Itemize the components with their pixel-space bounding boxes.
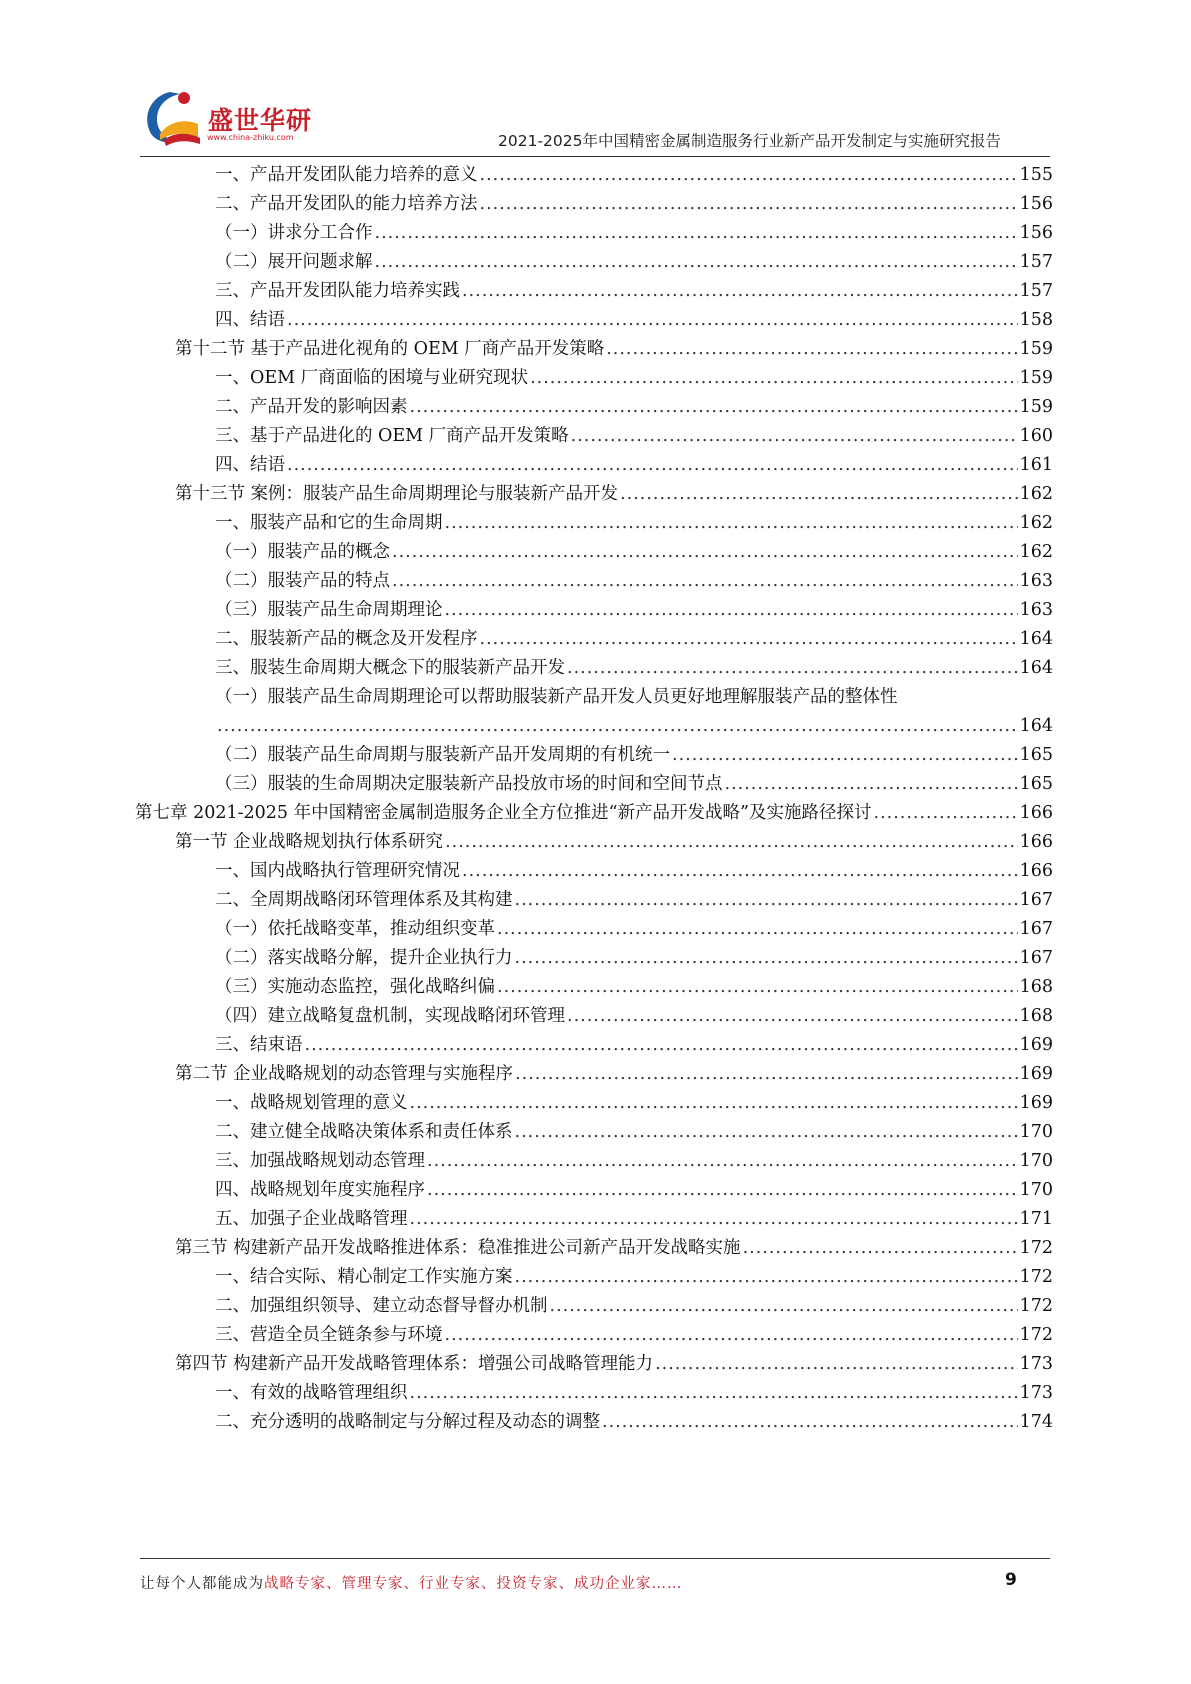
- toc-entry[interactable]: [215, 247, 1053, 278]
- toc-entry-title: （三）服装的生命周期决定服装新产品投放市场的时间和空间节点: [215, 774, 723, 794]
- toc-entry-page: 166: [1019, 803, 1053, 823]
- toc-entry-title: 五、加强子企业战略管理: [215, 1209, 408, 1229]
- toc-leader-dots: [427, 1175, 1018, 1206]
- toc-entry-title: （二）落实战略分解，提升企业执行力: [215, 948, 513, 968]
- toc-entry-title: 三、营造全员全链条参与环境: [215, 1325, 443, 1345]
- toc-leader-dots: [445, 827, 1018, 858]
- toc-entry[interactable]: [175, 1349, 1053, 1380]
- toc-entry[interactable]: [215, 1175, 1053, 1206]
- toc-entry[interactable]: [215, 1262, 1053, 1293]
- toc-entry-title: 第十三节 案例：服装产品生命周期理论与服装新产品开发: [175, 484, 619, 504]
- toc-leader-dots: [571, 421, 1018, 452]
- toc-entry-title: 三、加强战略规划动态管理: [215, 1151, 425, 1171]
- toc-entry-page: 170: [1019, 1122, 1053, 1142]
- toc-entry-title: 二、加强组织领导、建立动态督导督办机制: [215, 1296, 548, 1316]
- logo-name: 盛世华研: [208, 106, 313, 135]
- toc-entry-title: 四、结语: [215, 310, 285, 330]
- toc-entry[interactable]: [215, 885, 1053, 916]
- toc-entry-page: 163: [1019, 600, 1053, 620]
- toc-entry-page: 164: [1019, 716, 1053, 736]
- toc-leader-dots: [375, 247, 1018, 278]
- toc-entry[interactable]: [215, 1030, 1053, 1061]
- toc-entry-page: 166: [1019, 861, 1053, 881]
- toc-entry-page: 164: [1019, 658, 1053, 678]
- toc-entry-page: 160: [1019, 426, 1053, 446]
- toc-leader-dots: [567, 1001, 1018, 1032]
- toc-entry-title: 四、战略规划年度实施程序: [215, 1180, 425, 1200]
- toc-entry[interactable]: [175, 1233, 1053, 1264]
- page-header: [0, 0, 1191, 160]
- toc-entry-title: 一、结合实际、精心制定工作实施方案: [215, 1267, 513, 1287]
- toc-entry[interactable]: [215, 856, 1053, 887]
- toc-entry-title: 第十二节 基于产品进化视角的 OEM 厂商产品开发策略: [175, 339, 605, 359]
- toc-entry-title: 一、OEM 厂商面临的困境与业研究现状: [215, 368, 529, 388]
- footer-slogan-prefix: 让每个人都能成为: [140, 1576, 264, 1592]
- toc-entry-page: 157: [1019, 252, 1053, 272]
- toc-leader-dots: [427, 1146, 1018, 1177]
- toc-entry-title: 一、有效的战略管理组织: [215, 1383, 408, 1403]
- toc-entry[interactable]: [215, 769, 1053, 800]
- logo-url: www.china-zhiku.com: [207, 133, 294, 142]
- toc-entry-page: 170: [1019, 1151, 1053, 1171]
- toc-leader-dots: [567, 653, 1018, 684]
- toc-entry-page: 172: [1019, 1238, 1053, 1258]
- toc-leader-dots: [287, 450, 1018, 481]
- toc-entry-title: 三、服装生命周期大概念下的服装新产品开发: [215, 658, 565, 678]
- toc-entry[interactable]: [175, 1059, 1053, 1090]
- toc-entry[interactable]: [215, 363, 1053, 394]
- toc-entry[interactable]: [215, 943, 1053, 974]
- toc-entry-title: 一、战略规划管理的意义: [215, 1093, 408, 1113]
- toc-entry-title: （二）服装产品的特点: [215, 571, 390, 591]
- toc-entry-title: 三、产品开发团队能力培养实践: [215, 281, 460, 301]
- toc-leader-dots: [550, 1291, 1018, 1322]
- toc-entry[interactable]: [215, 972, 1053, 1003]
- toc-leader-dots: [497, 914, 1018, 945]
- toc-leader-dots: [445, 508, 1018, 539]
- toc-leader-dots: [480, 160, 1018, 191]
- toc-entry-title: （三）实施动态监控，强化战略纠偏: [215, 977, 495, 997]
- toc-entry-page: 168: [1019, 977, 1053, 997]
- toc-entry-title: 一、服装产品和它的生命周期: [215, 513, 443, 533]
- toc-entry-page: 155: [1019, 165, 1053, 185]
- toc-leader-dots: [606, 334, 1017, 365]
- toc-entry-page: 159: [1019, 397, 1053, 417]
- toc-entry[interactable]: [215, 276, 1053, 307]
- toc-entry[interactable]: [215, 508, 1053, 539]
- toc-leader-dots: [515, 943, 1018, 974]
- toc-entry-title: 三、结束语: [215, 1035, 303, 1055]
- toc-entry[interactable]: [215, 682, 1053, 713]
- toc-leader-dots: [602, 1407, 1018, 1438]
- toc-leader-dots: [515, 1262, 1018, 1293]
- toc-entry-page: 166: [1019, 832, 1053, 852]
- toc-entry[interactable]: [215, 1088, 1053, 1119]
- toc-entry[interactable]: [215, 537, 1053, 568]
- toc-entry-page: 159: [1019, 339, 1053, 359]
- toc-leader-dots: [725, 769, 1018, 800]
- toc-entry[interactable]: [215, 1407, 1053, 1438]
- toc-entry-title: 第二节 企业战略规划的动态管理与实施程序: [175, 1064, 514, 1084]
- toc-leader-dots: [655, 1349, 1018, 1380]
- toc-leader-dots: [530, 363, 1017, 394]
- toc-leader-dots: [410, 1088, 1018, 1119]
- toc-entry-title: （一）依托战略变革，推动组织变革: [215, 919, 495, 939]
- toc-entry-title: （一）讲求分工合作: [215, 223, 373, 243]
- header-divider: [140, 156, 1050, 157]
- toc-entry-page: 168: [1019, 1006, 1053, 1026]
- toc-entry-title: 第三节 构建新产品开发战略推进体系：稳准推进公司新产品开发战略实施: [175, 1238, 741, 1258]
- toc-entry-title: （二）服装产品生命周期与服装新产品开发周期的有机统一: [215, 745, 670, 765]
- toc-entry-page: 162: [1019, 484, 1053, 504]
- toc-entry-page: 174: [1019, 1412, 1053, 1432]
- toc-leader-dots: [392, 537, 1018, 568]
- toc-entry-title: （一）服装产品的概念: [215, 542, 390, 562]
- toc-entry-title: （一）服装产品生命周期理论可以帮助服装新产品开发人员更好地理解服装产品的整体性: [215, 687, 898, 707]
- toc-entry[interactable]: [215, 1320, 1053, 1351]
- toc-entry-title: 二、产品开发的影响因素: [215, 397, 408, 417]
- toc-leader-dots: [874, 798, 1018, 829]
- toc-entry-page: 162: [1019, 513, 1053, 533]
- toc-entry[interactable]: [215, 392, 1053, 423]
- toc-leader-dots: [410, 1204, 1018, 1235]
- toc-entry[interactable]: [215, 653, 1053, 684]
- toc-leader-dots: [497, 972, 1018, 1003]
- page-number: 9: [1005, 1570, 1017, 1590]
- toc-entry-title: 二、全周期战略闭环管理体系及其构建: [215, 890, 513, 910]
- toc-leader-dots: [392, 566, 1018, 597]
- toc-entry-page: 173: [1019, 1383, 1053, 1403]
- toc-entry-page: 172: [1019, 1296, 1053, 1316]
- toc-entry-page: 156: [1019, 223, 1053, 243]
- toc-entry[interactable]: [215, 595, 1053, 626]
- toc-entry-title: 第一节 企业战略规划执行体系研究: [175, 832, 444, 852]
- footer-divider: [140, 1558, 1050, 1559]
- toc-leader-dots: [445, 1320, 1018, 1351]
- toc-entry-title: 四、结语: [215, 455, 285, 475]
- toc-entry[interactable]: [215, 305, 1053, 336]
- toc-entry[interactable]: [215, 566, 1053, 597]
- report-title: 2021-2025年中国精密金属制造服务行业新产品开发制定与实施研究报告: [498, 132, 1001, 150]
- toc-entry[interactable]: [215, 711, 1053, 742]
- toc-entry[interactable]: [215, 740, 1053, 771]
- toc-leader-dots: [287, 305, 1018, 336]
- toc-entry[interactable]: [215, 1117, 1053, 1148]
- toc-entry-title: 第七章 2021-2025 年中国精密金属制造服务企业全方位推进“新产品开发战略”及实施路径探讨: [135, 803, 872, 823]
- toc-leader-dots: [410, 1378, 1018, 1409]
- toc-entry[interactable]: [215, 1001, 1053, 1032]
- toc-entry[interactable]: [215, 450, 1053, 481]
- toc-leader-dots: [480, 624, 1018, 655]
- toc-entry-page: 173: [1019, 1354, 1053, 1374]
- toc-leader-dots: [515, 885, 1018, 916]
- toc-entry-page: 161: [1019, 455, 1053, 475]
- toc-entry-title: 一、产品开发团队能力培养的意义: [215, 165, 478, 185]
- toc-entry-page: 171: [1019, 1209, 1053, 1229]
- toc-entry-page: 172: [1019, 1267, 1053, 1287]
- toc-leader-dots: [620, 479, 1018, 510]
- toc-entry-title: 三、基于产品进化的 OEM 厂商产品开发策略: [215, 426, 569, 446]
- toc-leader-dots: [462, 856, 1018, 887]
- toc-entry[interactable]: [215, 1204, 1053, 1235]
- toc-leader-dots: [480, 189, 1018, 220]
- toc-entry[interactable]: [215, 421, 1053, 452]
- toc-entry-page: 172: [1019, 1325, 1053, 1345]
- toc-entry-page: 169: [1019, 1093, 1053, 1113]
- toc-entry-page: 162: [1019, 542, 1053, 562]
- toc-entry-page: 169: [1019, 1035, 1053, 1055]
- footer-slogan-highlight: 战略专家、管理专家、行业专家、投资专家、成功企业家……: [264, 1576, 683, 1592]
- toc-leader-dots: [462, 276, 1018, 307]
- toc-entry[interactable]: [215, 914, 1053, 945]
- toc-leader-dots: [410, 392, 1018, 423]
- toc-entry[interactable]: [175, 479, 1053, 510]
- toc-entry-page: 165: [1019, 774, 1053, 794]
- toc-leader-dots: [305, 1030, 1018, 1061]
- toc-entry-title: 二、服装新产品的概念及开发程序: [215, 629, 478, 649]
- toc-leader-dots: [515, 1117, 1018, 1148]
- toc-entry-page: 157: [1019, 281, 1053, 301]
- toc-entry-title: （四）建立战略复盘机制，实现战略闭环管理: [215, 1006, 565, 1026]
- toc-leader-dots: [672, 740, 1018, 771]
- toc-entry-page: 165: [1019, 745, 1053, 765]
- toc-entry[interactable]: [215, 1291, 1053, 1322]
- toc-entry-page: 164: [1019, 629, 1053, 649]
- toc-leader-dots: [743, 1233, 1018, 1264]
- toc-entry[interactable]: [215, 1378, 1053, 1409]
- toc-entry[interactable]: [215, 624, 1053, 655]
- toc-entry-page: 167: [1019, 948, 1053, 968]
- toc-entry-page: 158: [1019, 310, 1053, 330]
- toc-entry-title: 二、产品开发团队的能力培养方法: [215, 194, 478, 214]
- toc-entry[interactable]: [215, 1146, 1053, 1177]
- toc-entry-title: 二、充分透明的战略制定与分解过程及动态的调整: [215, 1412, 600, 1432]
- toc-entry-page: 159: [1019, 368, 1053, 388]
- toc-entry[interactable]: [215, 189, 1053, 220]
- toc-entry-page: 167: [1019, 890, 1053, 910]
- toc-entry-page: 167: [1019, 919, 1053, 939]
- toc-entry-page: 170: [1019, 1180, 1053, 1200]
- toc-entry[interactable]: [175, 334, 1053, 365]
- toc-entry[interactable]: [175, 827, 1053, 858]
- toc-leader-dots: [217, 711, 1018, 742]
- toc-entry[interactable]: [215, 160, 1053, 191]
- toc-entry-page: 163: [1019, 571, 1053, 591]
- toc-leader-dots: [375, 218, 1018, 249]
- toc-entry-title: 第四节 构建新产品开发战略管理体系：增强公司战略管理能力: [175, 1354, 654, 1374]
- toc-entry-page: 156: [1019, 194, 1053, 214]
- toc-entry-title: 一、国内战略执行管理研究情况: [215, 861, 460, 881]
- toc-entry-page: 169: [1019, 1064, 1053, 1084]
- toc-entry-title: 二、建立健全战略决策体系和责任体系: [215, 1122, 513, 1142]
- toc-leader-dots: [515, 1059, 1018, 1090]
- toc-entry[interactable]: [135, 798, 1053, 829]
- toc-leader-dots: [445, 595, 1018, 626]
- footer-slogan: [140, 1572, 683, 1593]
- toc-entry-title: （二）展开问题求解: [215, 252, 373, 272]
- toc-entry-title: （三）服装产品生命周期理论: [215, 600, 443, 620]
- toc-entry[interactable]: [215, 218, 1053, 249]
